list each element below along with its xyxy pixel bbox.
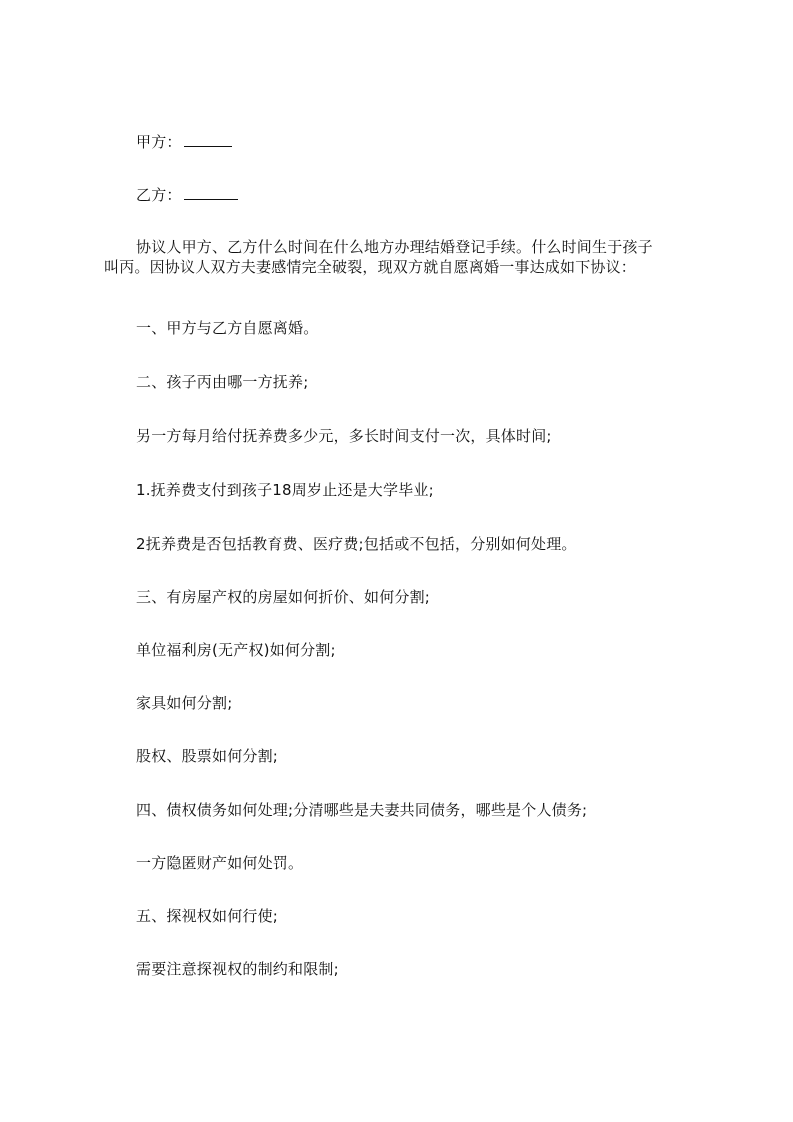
clause-3: 三、有房屋产权的房屋如何折价、如何分割; [136,588,431,606]
intro-paragraph: 协议人甲方、乙方什么时间在什么地方办理结婚登记手续。什么时间生于孩子叫丙。因协议人双方夫妻感情完全破裂，现双方就自愿离婚一事达成如下协议： [104,238,653,276]
party-b-line [136,185,238,205]
party-b-label: 乙方： [136,186,182,204]
party-a-line [136,132,232,152]
clause-3-welfare-house: 单位福利房(无产权)如何分割; [136,641,336,659]
clause-5-restrictions: 需要注意探视权的制约和限制; [136,960,339,978]
party-a-label: 甲方： [136,133,182,151]
clause-2: 二、孩子丙由哪一方抚养; [136,373,309,391]
clause-2-item-1: 1.抚养费支付到孩子18周岁止还是大学毕业; [136,481,434,499]
party-b-blank [184,185,238,200]
clause-4-hidden-assets: 一方隐匿财产如何处罚。 [136,854,304,872]
party-a-blank [184,132,232,147]
clause-4: 四、债权债务如何处理;分清哪些是夫妻共同债务，哪些是个人债务; [136,801,588,819]
clause-2-payment: 另一方每月给付抚养费多少元，多长时间支付一次，具体时间; [136,427,552,445]
clause-5: 五、探视权如何行使; [136,907,279,925]
clause-1: 一、甲方与乙方自愿离婚。 [136,319,319,337]
clause-3-furniture: 家具如何分割; [136,694,233,712]
clause-3-stocks: 股权、股票如何分割; [136,747,279,765]
clause-2-item-2: 2抚养费是否包括教育费、医疗费;包括或不包括，分别如何处理。 [136,535,577,553]
